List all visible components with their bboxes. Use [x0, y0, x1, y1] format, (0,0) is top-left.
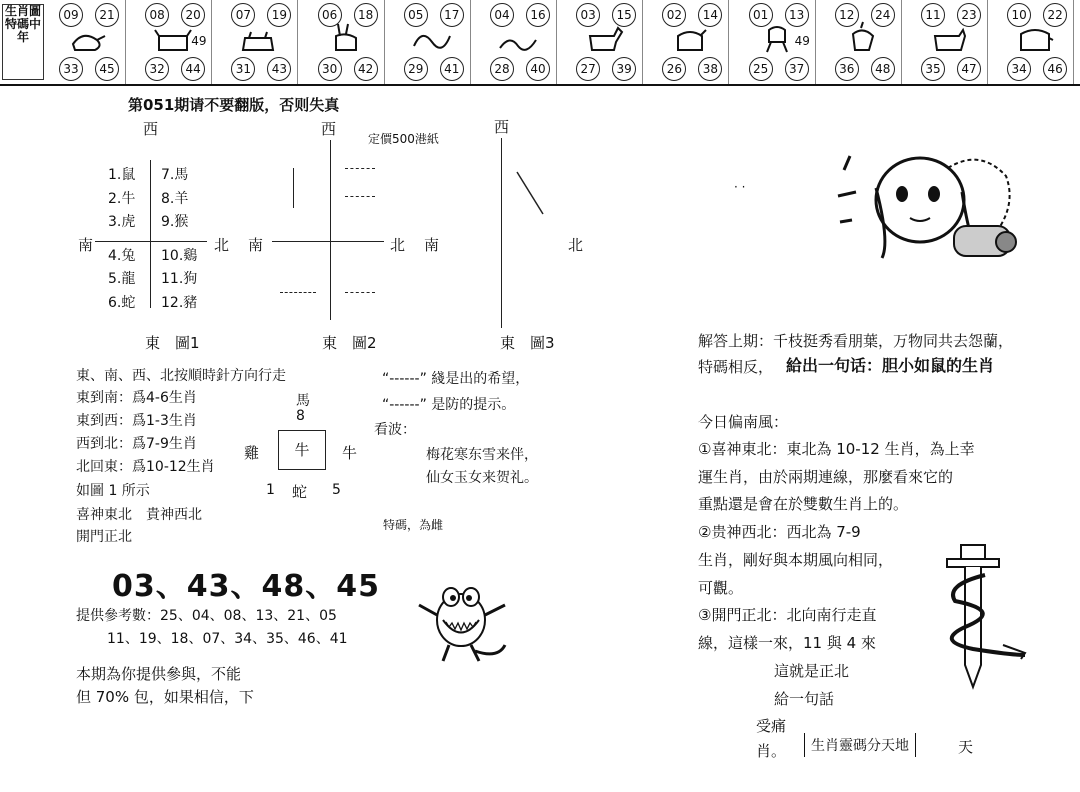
grid-bottom-left-num: 1	[266, 482, 275, 498]
cell-number-bottom-left: 33	[59, 57, 83, 81]
cell-number-top-left: 07	[231, 3, 255, 27]
today-p12: 肖。	[756, 742, 787, 760]
cell-number-top-left: 02	[662, 3, 686, 27]
answer-line-2b: 給出一句话：胆小如鼠的生肖	[786, 356, 995, 375]
dots: · ·	[734, 180, 746, 194]
cell-extra-number: 49	[191, 34, 207, 48]
cell-number-top-left: 05	[404, 3, 428, 27]
fig2-horizontal-axis	[272, 241, 384, 242]
fig3-north: 北	[568, 236, 584, 254]
ox-icon	[153, 22, 193, 56]
zodiac-cell-ox	[131, 0, 212, 84]
cell-number-bottom-right: 47	[957, 57, 981, 81]
alligator-cartoon	[413, 575, 513, 665]
grid-center: 牛	[294, 441, 310, 459]
cell-number-bottom-left: 26	[662, 57, 686, 81]
slogan-tian: 天	[958, 738, 974, 756]
today-p4: ②贵神西北：西北為 7-9	[698, 523, 861, 541]
cell-number-top-right: 18	[354, 3, 378, 27]
zodiac-cell-goat	[648, 0, 729, 84]
fig2-north: 北	[390, 236, 406, 254]
rule-fig-ref: 如圖 1 所示	[76, 483, 150, 499]
monkey-icon	[757, 22, 797, 56]
rule-gate: 開門正北	[76, 529, 132, 545]
poem-line-2: 仙女玉女来贺礼。	[426, 470, 538, 486]
zodiac-list-item: 12.豬	[161, 294, 198, 311]
cell-number-top-right: 15	[612, 3, 636, 27]
cartoon-girl	[830, 148, 1040, 268]
cell-number-top-left: 08	[145, 3, 169, 27]
cell-number-bottom-left: 30	[318, 57, 342, 81]
strip-side-title: 生肖圖特碼中年	[2, 4, 44, 80]
fig1-north: 北	[214, 236, 230, 254]
price-label: 定價500港紙	[368, 132, 439, 146]
fig3-vertical-axis	[501, 138, 502, 328]
today-p10: 給一句話	[774, 690, 835, 708]
today-p3: 重點還是會在於雙數生肖上的。	[698, 495, 909, 513]
grid-right: 牛	[342, 444, 358, 462]
note-line-2: 但 70% 包，如果相信，下	[76, 688, 254, 706]
zodiac-cell-monkey	[735, 0, 816, 84]
zodiac-cell-rat	[45, 0, 126, 84]
snake-icon	[498, 22, 538, 56]
dog-icon	[929, 22, 969, 56]
cell-number-bottom-right: 40	[526, 57, 550, 81]
cell-number-bottom-right: 45	[95, 57, 119, 81]
fig3-south: 南	[424, 236, 440, 254]
cell-number-bottom-left: 35	[921, 57, 945, 81]
cell-number-top-left: 06	[318, 3, 342, 27]
fig1-horizontal-axis	[95, 241, 207, 242]
rule-east-west: 東到西：爲1-3生肖	[76, 413, 197, 429]
fig1-vertical-axis	[150, 160, 151, 308]
cell-number-bottom-left: 27	[576, 57, 600, 81]
zodiac-list-item: 7.馬	[161, 167, 189, 183]
goat-icon	[670, 22, 710, 56]
zodiac-list-item: 9.猴	[161, 214, 189, 230]
horse-icon	[584, 22, 624, 56]
zodiac-strip	[0, 0, 1080, 86]
note-line-1: 本期為你提供參與，不能	[76, 665, 242, 683]
rooster-icon	[843, 22, 883, 56]
grid-left: 雞	[244, 444, 260, 462]
rule-north-east: 北回東：爲10-12生肖	[76, 459, 215, 475]
reference-numbers-2: 11、19、18、07、34、35、46、41	[107, 631, 348, 647]
cell-number-bottom-right: 43	[267, 57, 291, 81]
grid-bottom-label: 蛇	[292, 483, 308, 501]
zodiac-list-item: 3.虎	[108, 214, 136, 230]
rabbit-icon	[326, 22, 366, 56]
cell-number-bottom-left: 29	[404, 57, 428, 81]
cell-number-top-left: 01	[749, 3, 773, 27]
today-p6: 可觀。	[698, 579, 744, 597]
today-p11: 受痛	[756, 717, 787, 735]
zodiac-cell-pig	[993, 0, 1074, 84]
cell-number-top-right: 16	[526, 3, 550, 27]
zodiac-cell-rooster	[821, 0, 902, 84]
reference-numbers-1: 提供參考數：25、04、08、13、21、05	[76, 608, 337, 624]
cell-number-bottom-left: 28	[490, 57, 514, 81]
today-p2: 運生肖，由於兩期連線，那麼看來它的	[698, 468, 954, 486]
cell-number-top-left: 04	[490, 3, 514, 27]
zodiac-list-item: 10.鷄	[161, 247, 198, 264]
cell-number-top-right: 17	[440, 3, 464, 27]
zodiac-list-item: 2.牛	[108, 190, 136, 207]
today-p8: 線，這樣一來，11 與 4 來	[698, 634, 876, 652]
zodiac-list-item: 5.龍	[108, 271, 136, 287]
cell-number-top-left: 03	[576, 3, 600, 27]
zodiac-list-item: 8.羊	[161, 190, 189, 207]
grid-top-num: 8	[296, 408, 305, 424]
cell-number-top-right: 21	[95, 3, 119, 27]
zodiac-cell-horse	[562, 0, 643, 84]
cell-number-bottom-left: 31	[231, 57, 255, 81]
today-p9: 這就是正北	[774, 662, 850, 680]
fig2-south: 南	[248, 236, 264, 254]
fig2-dash-1	[345, 168, 375, 169]
zodiac-list-item: 11.狗	[161, 271, 198, 287]
fig1-caption: 東 圖1	[145, 334, 200, 352]
zodiac-cell-dog	[907, 0, 988, 84]
today-title: 今日偏南風：	[698, 413, 789, 431]
fig2-dash-2	[345, 196, 375, 197]
cell-number-top-right: 14	[698, 3, 722, 27]
cell-number-top-left: 11	[921, 3, 945, 27]
fig2-caption: 東 圖2	[322, 334, 377, 352]
cell-number-top-right: 20	[181, 3, 205, 27]
fig2-west: 西	[321, 120, 337, 138]
legend-guard: “------” 是防的提示。	[382, 397, 516, 413]
fig3-diagonal	[515, 170, 555, 220]
cell-number-bottom-left: 34	[1007, 57, 1031, 81]
special-note: 特碼，為雌	[383, 518, 444, 532]
today-p1: ①喜神東北：東北為 10-12 生肖，為上幸	[698, 440, 975, 458]
cell-number-top-right: 22	[1043, 3, 1067, 27]
cell-number-top-right: 13	[785, 3, 809, 27]
rule-east-south: 東到南：爲4-6生肖	[76, 390, 197, 406]
rat-icon	[67, 22, 107, 56]
cell-number-bottom-left: 32	[145, 57, 169, 81]
grid-bottom-right-num: 5	[332, 482, 341, 498]
fig2-dash-3	[280, 292, 316, 293]
cell-number-bottom-left: 36	[835, 57, 859, 81]
fig1-west: 西	[143, 120, 159, 138]
issue-note: 第051期请不要翻版，否则失真	[128, 96, 340, 114]
cell-number-bottom-right: 46	[1043, 57, 1067, 81]
zodiac-cell-tiger	[217, 0, 298, 84]
cell-number-bottom-right: 38	[698, 57, 722, 81]
cell-number-bottom-right: 44	[181, 57, 205, 81]
cell-extra-number: 49	[794, 34, 810, 48]
today-p7: ③開門正北：北向南行走直	[698, 606, 877, 624]
zodiac-list-item: 6.蛇	[108, 294, 136, 311]
pig-icon	[1015, 22, 1055, 56]
answer-line-2a: 特碼相反，	[698, 358, 774, 376]
rule-west-north: 西到北：爲7-9生肖	[76, 436, 197, 452]
cell-number-bottom-right: 48	[871, 57, 895, 81]
zodiac-cell-snake	[476, 0, 557, 84]
cell-number-top-left: 09	[59, 3, 83, 27]
dragon-icon	[412, 22, 452, 56]
cell-number-top-left: 12	[835, 3, 859, 27]
rule-direction: 東、南、西、北按順時針方向行走	[76, 368, 286, 384]
grid-center-box	[278, 430, 326, 470]
zodiac-cell-dragon	[390, 0, 471, 84]
cell-number-bottom-right: 39	[612, 57, 636, 81]
cell-number-bottom-left: 25	[749, 57, 773, 81]
slogan-box: 生肖靈碼分天地	[804, 733, 916, 757]
fig3-west: 西	[494, 118, 510, 136]
grid-top-label: 馬	[296, 393, 310, 409]
rule-gods: 喜神東北 貴神西北	[76, 507, 202, 523]
zodiac-list-item: 4.兔	[108, 247, 136, 264]
answer-line-1: 解答上期：千枝挺秀看朋葉，万物同共去怨蘭，	[698, 332, 1014, 350]
legend-hope: “------” 綫是出的希望，	[382, 371, 530, 387]
kanbo-label: 看波：	[374, 422, 416, 438]
cell-number-top-right: 24	[871, 3, 895, 27]
poem-line-1: 梅花寒东雪来伴，	[426, 447, 538, 463]
tiger-icon	[239, 22, 279, 56]
cell-number-top-right: 19	[267, 3, 291, 27]
cell-number-top-left: 10	[1007, 3, 1031, 27]
fig2-vertical-axis	[330, 140, 331, 320]
cell-number-bottom-right: 42	[354, 57, 378, 81]
lucky-numbers: 03、43、48、45	[112, 569, 380, 604]
fig2-dash-4	[345, 292, 375, 293]
fig1-south: 南	[78, 236, 94, 254]
zodiac-cell-rabbit	[304, 0, 385, 84]
sword-snake-illustration	[925, 545, 1035, 695]
fig3-caption: 東 圖3	[500, 334, 555, 352]
zodiac-list-item: 1.鼠	[108, 167, 136, 183]
fig2-vertical-tick	[293, 168, 294, 208]
cell-number-bottom-right: 41	[440, 57, 464, 81]
cell-number-top-right: 23	[957, 3, 981, 27]
cell-number-bottom-right: 37	[785, 57, 809, 81]
today-p5: 生肖，剛好與本期風向相同，	[698, 551, 894, 569]
